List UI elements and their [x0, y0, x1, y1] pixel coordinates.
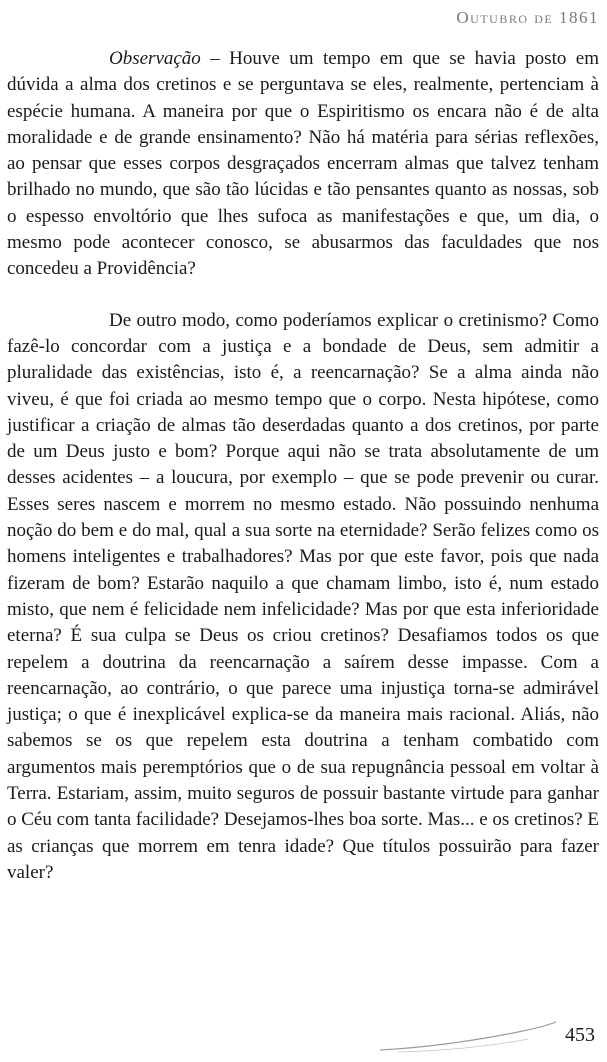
paragraph-cretinismo: [7, 308, 599, 887]
paragraph-lead: Observação: [109, 48, 201, 69]
paragraph-text: – Houve um tempo em que se havia posto em dúvida a alma dos cretinos e se perguntava se eles, realmente, pertenciam à espécie humana. A maneira por que o Espiritismo os encara não é de alta moralidade e de grande ensinamento? Não há matéria para sérias reflexões, ao pensar que esses corpos desgraçados encerram almas que talvez tenham brilhado no mundo, que são tão lúcidas e tão pensantes quanto as nossas, sob o espesso envoltório que lhes sufoca as manifestações e que, um dia, o mesmo pode acontecer conosco, se abusarmos das faculdades que nos concedeu a Providência?: [7, 48, 599, 280]
body-text: [7, 46, 599, 886]
paragraph-text: De outro modo, como poderíamos explicar o cretinismo? Como fazê-lo concordar com a justiça e a bondade de Deus, sem admitir a pluralidade das existências, isto é, a reencarnação? Se a alma ainda não viveu, é que foi criada ao mesmo tempo que o corpo. Nesta hipótese, como justificar a criação de almas tão deserdadas quanto a dos cretinos, por parte de um Deus justo e bom? Porque aqui não se trata absolutamente de um desses acidentes – a loucura, por exemplo – que se pode prevenir ou curar. Esses seres nascem e morrem no mesmo estado. Não possuindo nenhuma noção do bem e do mal, qual a sua sorte na eternidade? Serão felizes como os homens inteligentes e trabalhadores? Mas por que este favor, pois que nada fizeram de bom? Estarão naquilo a que chamam limbo, isto é, num estado misto, que nem é felicidade nem infelicidade? Mas por que esta inferioridade eterna? É sua culpa se Deus os criou cretinos? Desafiamos todos os que repelem a doutrina da reencarnação a saírem desse impasse. Com a reencarnação, ao contrário, o que parece uma injustiça torna-se admirável justiça; o que é inexplicável explica-se da maneira mais racional. Aliás, não sabemos se os que repelem esta doutrina a tenham combatido com argumentos mais peremptórios que o de sua repugnância pessoal em voltar à Terra. Estariam, assim, muito seguros de possuir bastante virtude para ganhar o Céu com tanta facilidade? Desejamos-lhes boa sorte. Mas... e os cretinos? E as crianças que morrem em tenra idade? Que títulos possuirão para fazer valer?: [7, 309, 599, 883]
paragraph-observacao: [7, 46, 599, 283]
page-number-ornament: [378, 1020, 558, 1054]
page-number: 453: [565, 1024, 595, 1046]
running-head: Outubro de 1861: [456, 8, 599, 27]
